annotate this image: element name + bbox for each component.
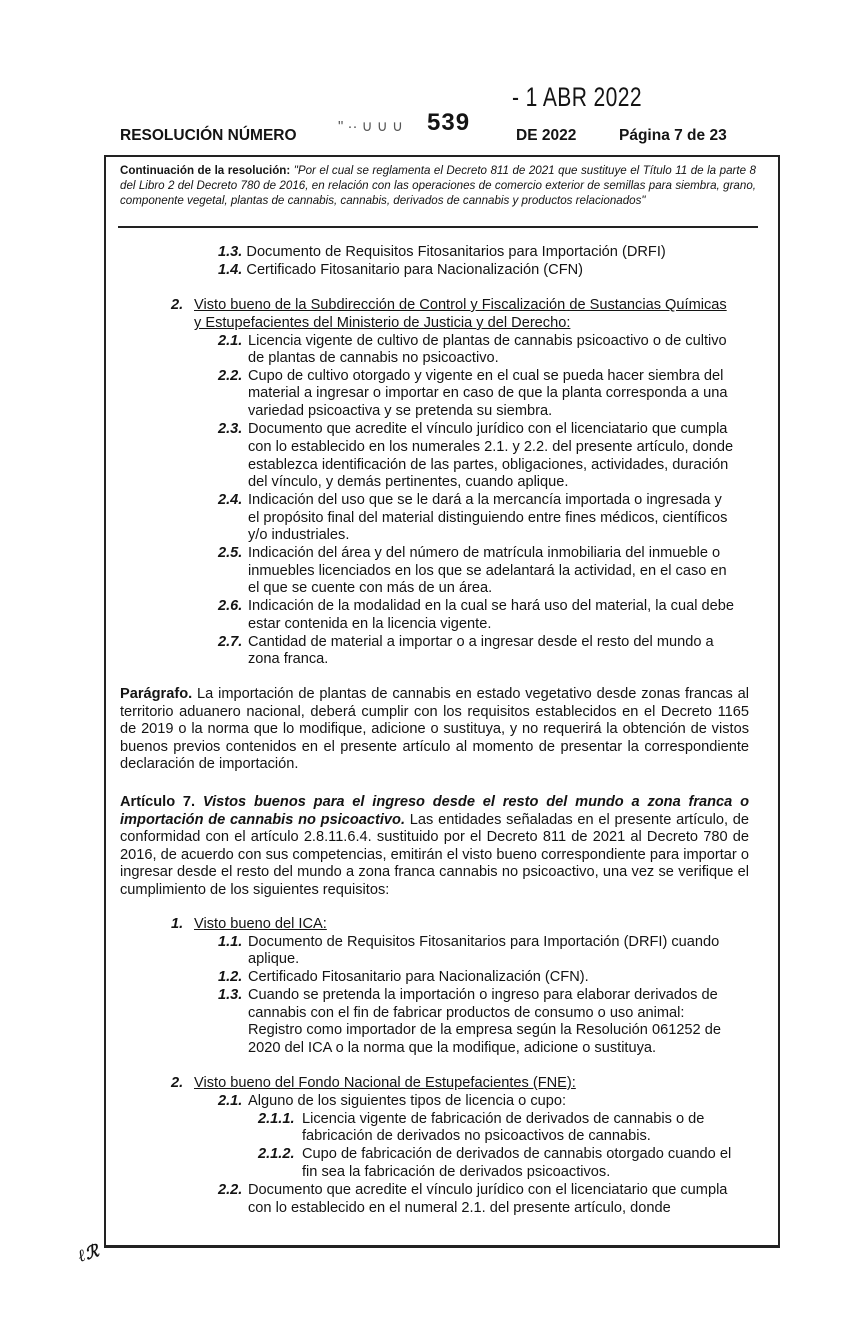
item-text: Documento de Requisitos Fitosanitarios para Importación (DRFI) [246, 244, 666, 260]
paragrafo-text: La importación de plantas de cannabis en estado vegetativo desde zonas francas al territorio aduanero nacional, deberá cumplir con los requisitos establecidos en el Decreto 1165 de 2019 o la norma que lo modifique, adicione o sustituya, y no requerirá la obtención de vistos buenos previos contenidos en el presente artículo al momento de presentar la correspondiente declaración de importación. [120, 686, 749, 773]
list-item [218, 262, 583, 280]
article-label: Artículo 7. [120, 794, 196, 810]
section-heading: y Estupefacientes del Ministerio de Justicia y del Derecho: [194, 315, 571, 331]
paragrafo [120, 686, 749, 774]
item-line: variedad psicoactiva y se pretenda su siembra. [248, 403, 553, 419]
item-line: Registro como importador de la empresa según la Resolución 061252 de [248, 1022, 721, 1038]
item-line: cannabis con el fin de fabricar productos de consumo o uso animal: [248, 1005, 685, 1021]
subitem-line: Cupo de fabricación de derivados de cannabis otorgado cuando el [302, 1146, 732, 1162]
item-number: 2.1. [218, 333, 243, 349]
item-line: y/o industriales. [248, 527, 350, 543]
item-line: Licencia vigente de cultivo de plantas de cannabis psicoactivo o de cultivo [248, 333, 727, 349]
subitem-number: 2.1.1. [258, 1111, 295, 1127]
item-number: 2.1. [218, 1093, 243, 1109]
item-line: el que se cuente con más de un área. [248, 580, 493, 596]
paragrafo-label: Parágrafo. [120, 686, 193, 702]
item-line: Indicación del uso que se le dará a la mercancía importada o ingresada y [248, 492, 722, 508]
section-heading: Visto bueno del ICA: [194, 916, 327, 932]
item-line: el propósito final del material distinguiendo entre fines médicos, científicos [248, 510, 728, 526]
item-line: Cuando se pretenda la importación o ingreso para elaborar derivados de [248, 987, 718, 1003]
item-line: 2020 del ICA o la norma que la modifique, adicione o sustituya. [248, 1040, 657, 1056]
list-item [218, 244, 666, 262]
item-line: zona franca. [248, 651, 329, 667]
article-7 [120, 794, 749, 900]
item-number: 2.2. [218, 368, 243, 384]
continuation-block [120, 164, 756, 208]
article-title: Vistos buenos para el ingreso desde el resto del mundo a zona franca o importación de cannabis no psicoactivo. [120, 794, 749, 828]
item-line: material a ingresar o importar en caso de que la planta corresponda a una [248, 385, 728, 401]
section-number: 2. [171, 297, 184, 313]
continuation-rule [118, 226, 758, 228]
item-number: 2.4. [218, 492, 243, 508]
section-heading: Visto bueno de la Subdirección de Control y Fiscalización de Sustancias Químicas [194, 297, 727, 313]
item-line: Indicación del área y del número de matrícula inmobiliaria del inmueble o [248, 545, 721, 561]
item-line: Certificado Fitosanitario para Nacionalización (CFN). [248, 969, 589, 985]
item-number: 1.4. [218, 262, 243, 278]
page-label: Página 7 de 23 [619, 127, 727, 144]
item-line: con lo establecido en los numerales 2.1. y 2.2. del presente artículo, donde [248, 439, 734, 455]
item-line: Cantidad de material a importar o a ingresar desde el resto del mundo a [248, 634, 714, 650]
item-number: 2.6. [218, 598, 243, 614]
item-number: 1.2. [218, 969, 243, 985]
date-stamp: - 1 ABR 2022 [512, 82, 642, 112]
item-number: 2.2. [218, 1182, 243, 1198]
item-number: 1.3. [218, 987, 243, 1003]
subitem-line: fabricación de derivados no psicoactivos de cannabis. [302, 1128, 651, 1144]
item-line: Indicación de la modalidad en la cual se hará uso del material, la cual debe [248, 598, 734, 614]
item-line: aplique. [248, 951, 300, 967]
resolution-number-stamp-faint: " ·· ∪ ∪ ∪ [338, 118, 403, 135]
subitem-number: 2.1.2. [258, 1146, 295, 1162]
item-text: Certificado Fitosanitario para Nacionalización (CFN) [246, 262, 584, 278]
section-number: 2. [171, 1075, 184, 1091]
continuation-label: Continuación de la resolución: [120, 164, 291, 177]
item-number: 2.7. [218, 634, 243, 650]
handwritten-initials: ℓℛ [75, 1241, 102, 1267]
item-number: 1.1. [218, 934, 243, 950]
resolution-number: 539 [427, 109, 471, 136]
item-line: con lo establecido en el numeral 2.1. del presente artículo, donde [248, 1200, 671, 1216]
item-number: 2.5. [218, 545, 243, 561]
subitem-line: fin sea la fabricación de derivados psicoactivos. [302, 1164, 611, 1180]
section-number: 1. [171, 916, 184, 932]
item-line: Cupo de cultivo otorgado y vigente en el cual se pueda hacer siembra del [248, 368, 724, 384]
item-line: establezca identificación de las partes, obligaciones, actividades, duración [248, 457, 729, 473]
continuation-text: "Por el cual se reglamenta el Decreto 811 de 2021 que sustituye el Título 11 de la parte 8 del Libro 2 del Decreto 780 de 2016, en relación con las operaciones de comercio exterior de semillas para siembra, grano, componente vegetal, plantas de cannabis, cannabis, derivados de cannabis y productos relacionados" [120, 164, 756, 207]
item-number: 1.3. [218, 244, 243, 260]
item-line: estar contenida en la licencia vigente. [248, 616, 492, 632]
item-line: Documento que acredite el vínculo jurídico con el licenciatario que cumpla [248, 421, 728, 437]
item-line: de plantas de cannabis no psicoactivo. [248, 350, 499, 366]
year-label: DE 2022 [516, 127, 577, 144]
item-line: Alguno de los siguientes tipos de licencia o cupo: [248, 1093, 567, 1109]
item-line: inmuebles licenciados en los que se adelantará la actividad, en el caso en [248, 563, 727, 579]
subitem-line: Licencia vigente de fabricación de derivados de cannabis o de [302, 1111, 705, 1127]
item-number: 2.3. [218, 421, 243, 437]
article-text: Las entidades señaladas en el presente artículo, de conformidad con el artículo 2.8.11.6.4. sustituido por el Decreto 811 de 2021 al Decreto 780 de 2016, de acuerdo con sus competencias, emitirán el visto bueno correspondiente para importar o ingresar desde el resto del mundo a zona franca cannabis no psicoactivo, una vez se verifique el cumplimiento de los siguientes requisitos: [120, 811, 749, 898]
resolution-label: RESOLUCIÓN NÚMERO [120, 127, 297, 144]
section-heading: Visto bueno del Fondo Nacional de Estupefacientes (FNE): [194, 1075, 576, 1091]
item-line: del vínculo, y demás pertinentes, cuando aplique. [248, 474, 569, 490]
item-line: Documento que acredite el vínculo jurídico con el licenciatario que cumpla [248, 1182, 728, 1198]
item-line: Documento de Requisitos Fitosanitarios para Importación (DRFI) cuando [248, 934, 720, 950]
